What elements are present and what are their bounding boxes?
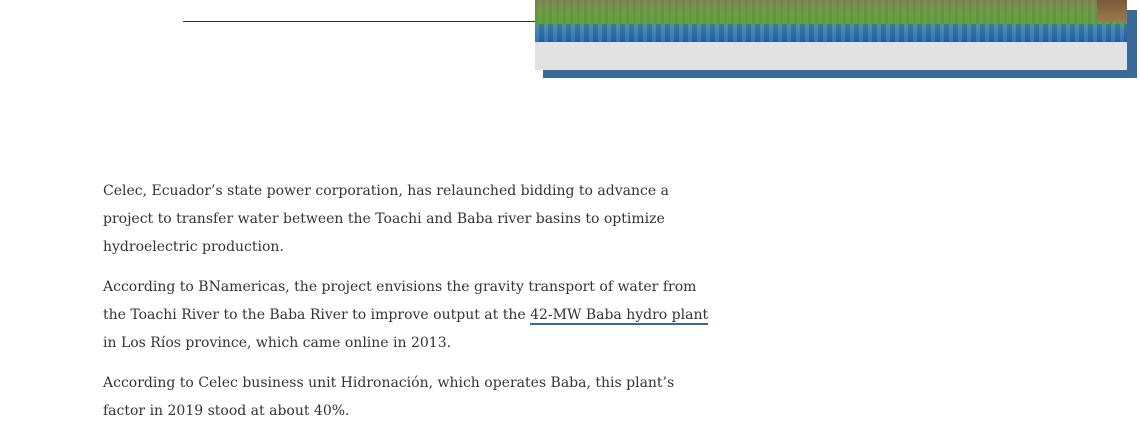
article-paragraph-1: Celec, Ecuador’s state power corporation, has relaunched bidding to advance a project to transfer water between the Toachi and Baba river basins to optimize hydroelectric production.: [103, 183, 669, 255]
article-paragraph-2: [103, 273, 718, 357]
paragraph-2-text-before: According to BNamericas, the project envisions the gravity transport of water from the Toachi River to the Baba River to improve output at the: [103, 279, 697, 323]
article-paragraph-3: According to Celec business unit Hidronación, which operates Baba, this plant’s factor in 2019 stood at about 40%.: [103, 375, 675, 419]
featured-image-frame: [535, 0, 1140, 78]
header-divider: [183, 21, 535, 22]
article-body: [103, 177, 718, 437]
featured-image: [535, 0, 1127, 42]
baba-hydro-plant-link[interactable]: 42-MW Baba hydro plant: [530, 307, 709, 323]
featured-image-shore: [1097, 0, 1127, 22]
featured-image-card: [535, 0, 1127, 70]
featured-image-grass: [535, 0, 1127, 26]
paragraph-2-text-after: in Los Ríos province, which came online in 2013.: [103, 335, 452, 351]
featured-image-water: [535, 24, 1127, 42]
